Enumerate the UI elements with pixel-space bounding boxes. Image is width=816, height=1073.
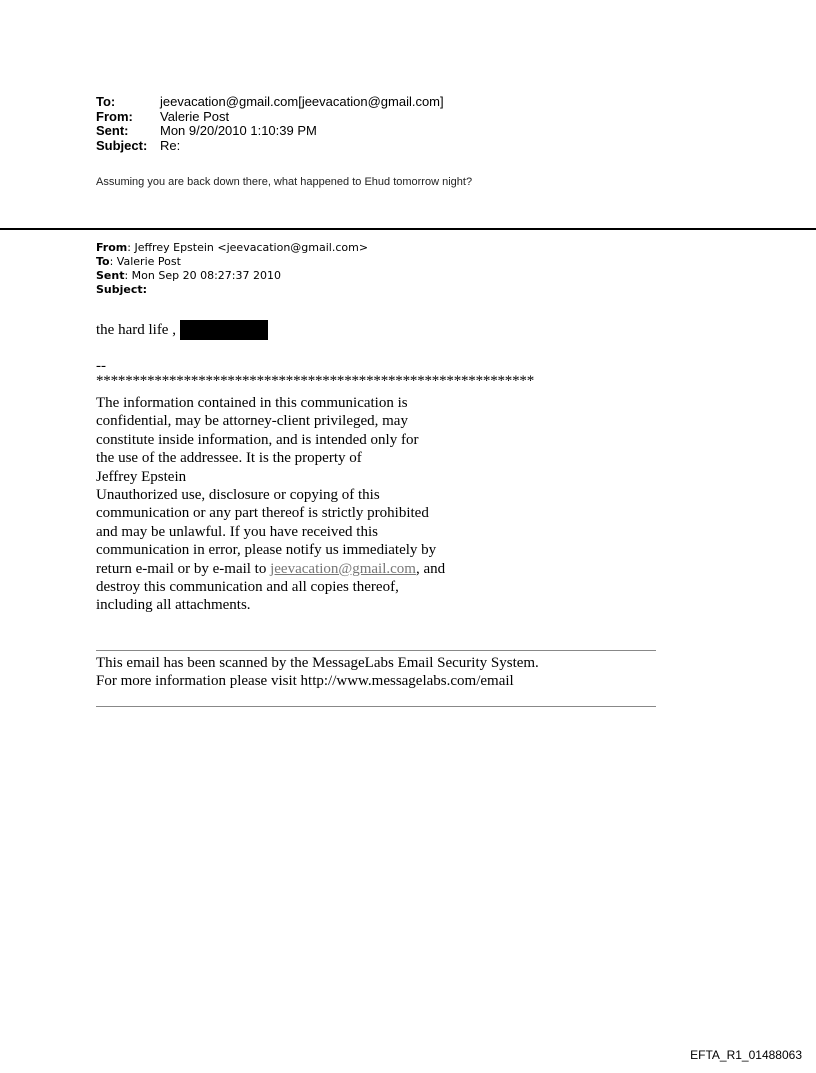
disclaimer-line: communication in error, please notify us immediately by (96, 542, 437, 559)
from-row (96, 110, 444, 125)
forwarded-header (96, 241, 368, 297)
disclaimer-line: confidential, may be attorney-client privileged, may (96, 413, 408, 430)
fwd-from-label: From (96, 241, 128, 254)
sent-label: Sent: (96, 123, 129, 138)
disclaimer-line: Jeffrey Epstein (96, 468, 187, 485)
disclaimer-line: the use of the addressee. It is the property of (96, 450, 362, 467)
subject-label: Subject: (96, 137, 148, 153)
email-header (96, 95, 444, 153)
disclaimer-line: Unauthorized use, disclosure or copying of this (96, 487, 380, 504)
messagelabs-line: This email has been scanned by the MessageLabs Email Security System. (96, 655, 539, 671)
fwd-subject-row (96, 283, 368, 297)
fwd-to-label: To (96, 255, 110, 268)
redaction-box (180, 320, 268, 340)
disclaimer-text: , and (415, 560, 446, 577)
subject-value: Re: (160, 137, 181, 153)
to-row (96, 95, 444, 110)
subject-row (96, 139, 444, 154)
disclaimer-line: communication or any part thereof is strictly prohibited (96, 505, 429, 522)
fwd-from-value: : Jeffrey Epstein <jeevacation@gmail.com> (127, 241, 369, 254)
fwd-sent-row (96, 269, 368, 283)
sent-row (96, 124, 444, 139)
messagelabs-top-rule (96, 650, 656, 651)
from-value: Valerie Post (160, 108, 230, 124)
fwd-sent-label: Sent (96, 269, 125, 282)
fwd-to-row (96, 255, 368, 269)
reply-body: Assuming you are back down there, what happened to Ehud tomorrow night? (96, 176, 473, 188)
disclaimer-line (96, 560, 496, 578)
fwd-sent-value: : Mon Sep 20 08:27:37 2010 (124, 269, 281, 282)
document-id: EFTA_R1_01488063 (690, 1048, 802, 1062)
disclaimer-line: and may be unlawful. If you have received this (96, 523, 378, 540)
separator-rule (0, 228, 816, 230)
sent-value: Mon 9/20/2010 1:10:39 PM (160, 123, 317, 138)
disclaimer-line: The information contained in this communication is (96, 395, 408, 411)
messagelabs-notice (96, 654, 539, 690)
disclaimer-text: return e-mail or by e-mail to (96, 560, 271, 577)
messagelabs-bottom-rule (96, 706, 656, 707)
from-label: From: (96, 108, 133, 124)
confidentiality-disclaimer (96, 394, 496, 615)
messagelabs-line: For more information please visit http://www.messagelabs.com/email (96, 673, 514, 689)
to-value: jeevacation@gmail.com[jeevacation@gmail.com] (160, 94, 444, 109)
fwd-subject-label: Subject (96, 283, 143, 296)
to-label: To: (96, 94, 116, 109)
asterisk-divider: ************************************************************ (96, 373, 535, 389)
message-text: the hard life , (96, 321, 176, 338)
fwd-from-row (96, 241, 368, 255)
disclaimer-line: including all attachments. (96, 597, 251, 614)
message-body (96, 320, 268, 340)
disclaimer-line: constitute inside information, and is intended only for (96, 431, 419, 448)
signature-dashes: -- (96, 358, 106, 374)
email-link[interactable]: jeevacation@gmail.com (270, 560, 416, 577)
disclaimer-line: destroy this communication and all copies thereof, (96, 579, 399, 596)
fwd-to-value: : Valerie Post (109, 255, 181, 268)
fwd-subject-value: : (142, 283, 148, 296)
